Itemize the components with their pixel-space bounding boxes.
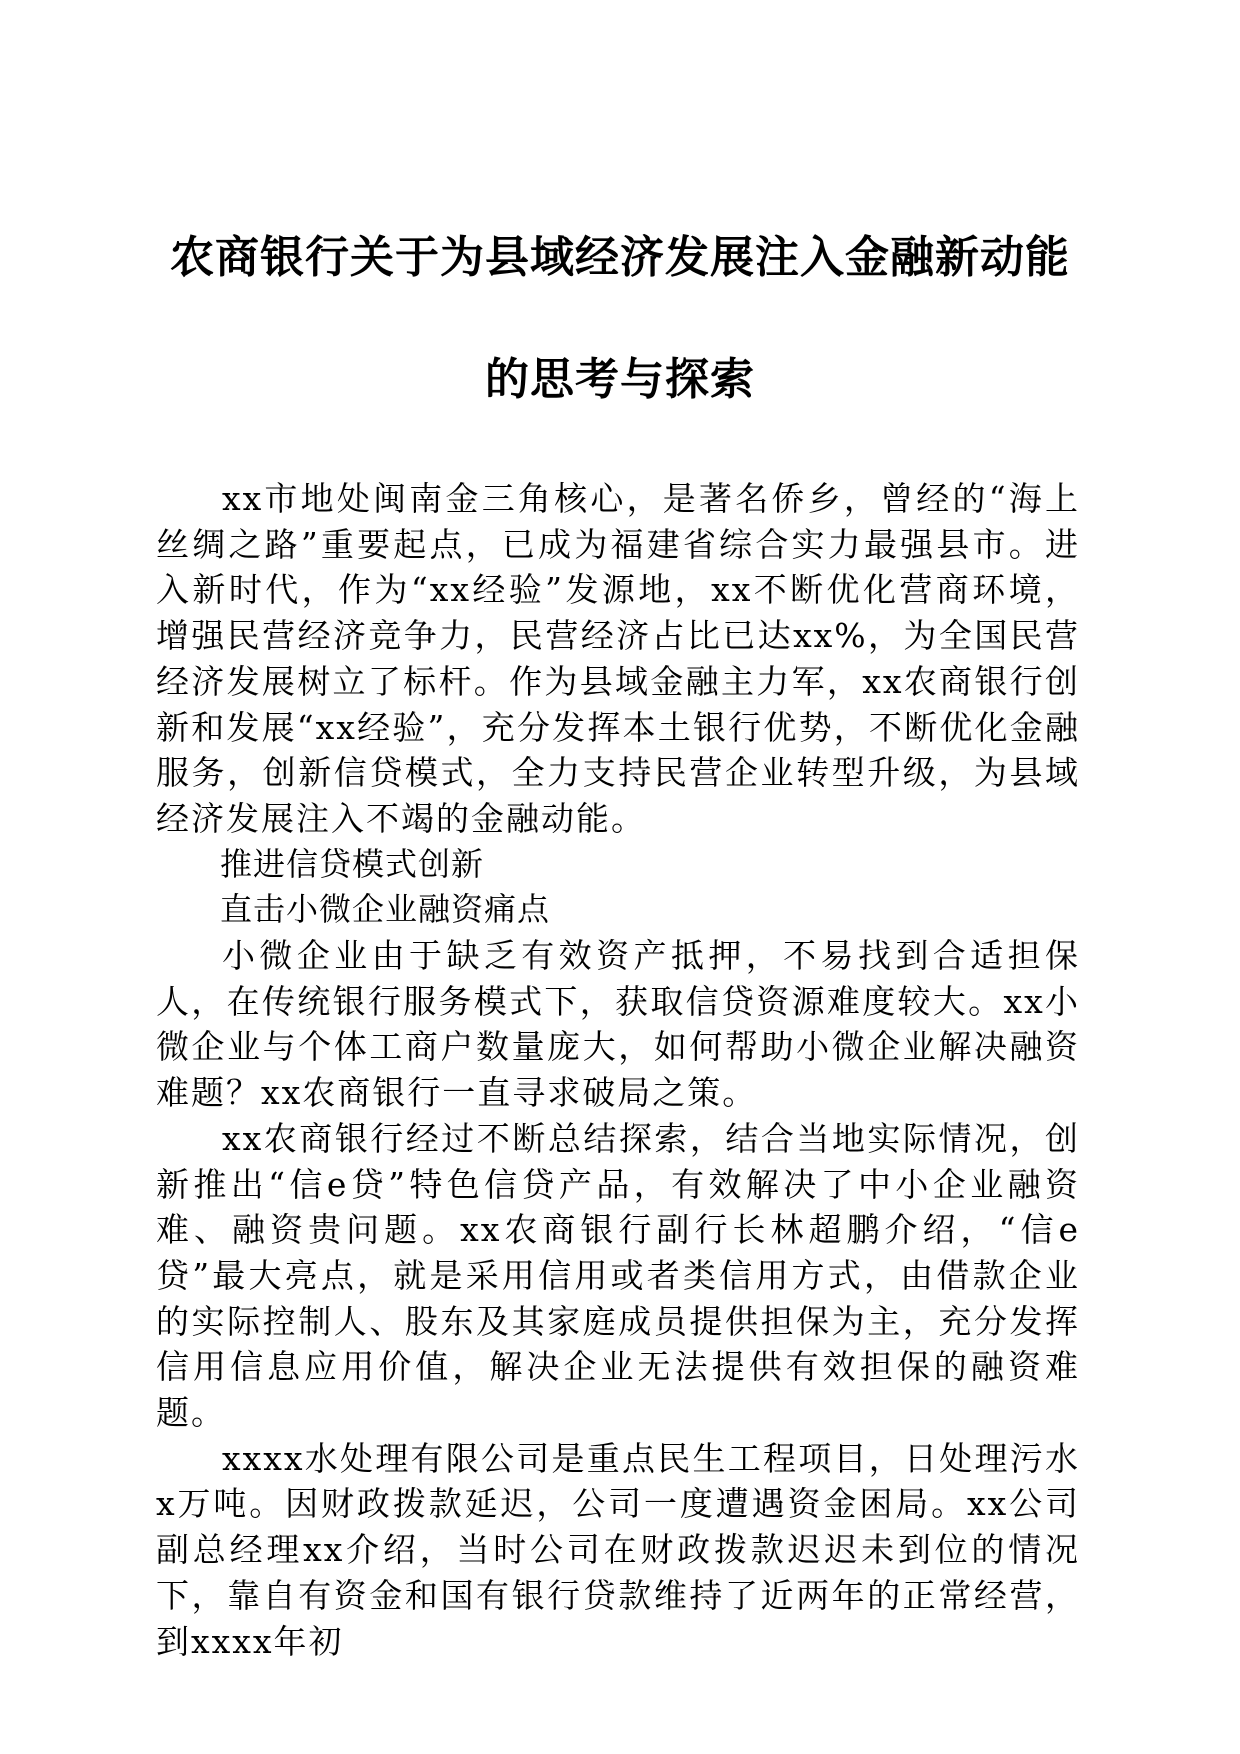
paragraph-intro: xx市地处闽南金三角核心，是著名侨乡，曾经的“海上丝绸之路”重要起点，已成为福建省综合实力最强县市。进入新时代，作为“xx经验”发源地，xx不断优化营商环境，增强民营经济竞争力，民营经济占比已达xx%，为全国民营经济发展树立了标杆。作为县域金融主力军，xx农商银行创新和发展“xx经验”，充分发挥本土银行优势，不断优化金融服务，创新信贷模式，全力支持民营企业转型升级，为县域经济发展注入不竭的金融动能。: [156, 479, 1080, 838]
section-heading-credit-innovation: 推进信贷模式创新: [220, 844, 485, 883]
document-title-line-2: 的思考与探索: [485, 354, 755, 405]
subsection-heading-small-business-financing: 直击小微企业融资痛点: [220, 890, 551, 929]
document-title-line-1: 农商银行关于为县域经济发展注入金融新动能: [170, 232, 1070, 283]
paragraph-water-treatment-company: xxxx水处理有限公司是重点民生工程项目，日处理污水x万吨。因财政拨款延迟，公司一度遭遇资金困局。xx公司副总经理xx介绍，当时公司在财政拨款迟迟未到位的情况下，靠自有资金和国有银行贷款维持了近两年的正常经营，到xxxx年初: [156, 1438, 1080, 1661]
paragraph-xin-e-dai: xx农商银行经过不断总结探索，结合当地实际情况，创新推出“信e贷”特色信贷产品，有效解决了中小企业融资难、融资贵问题。xx农商银行副行长林超鹏介绍，“信e贷”最大亮点，就是采用信用或者类信用方式，由借款企业的实际控制人、股东及其家庭成员提供担保为主，充分发挥信用信息应用价值，解决企业无法提供有效担保的融资难题。: [156, 1118, 1080, 1433]
document-body: [156, 476, 1080, 1664]
paragraph-small-business: 小微企业由于缺乏有效资产抵押，不易找到合适担保人，在传统银行服务模式下，获取信贷资源难度较大。xx小微企业与个体工商户数量庞大，如何帮助小微企业解决融资难题？xx农商银行一直寻求破局之策。: [156, 936, 1080, 1113]
